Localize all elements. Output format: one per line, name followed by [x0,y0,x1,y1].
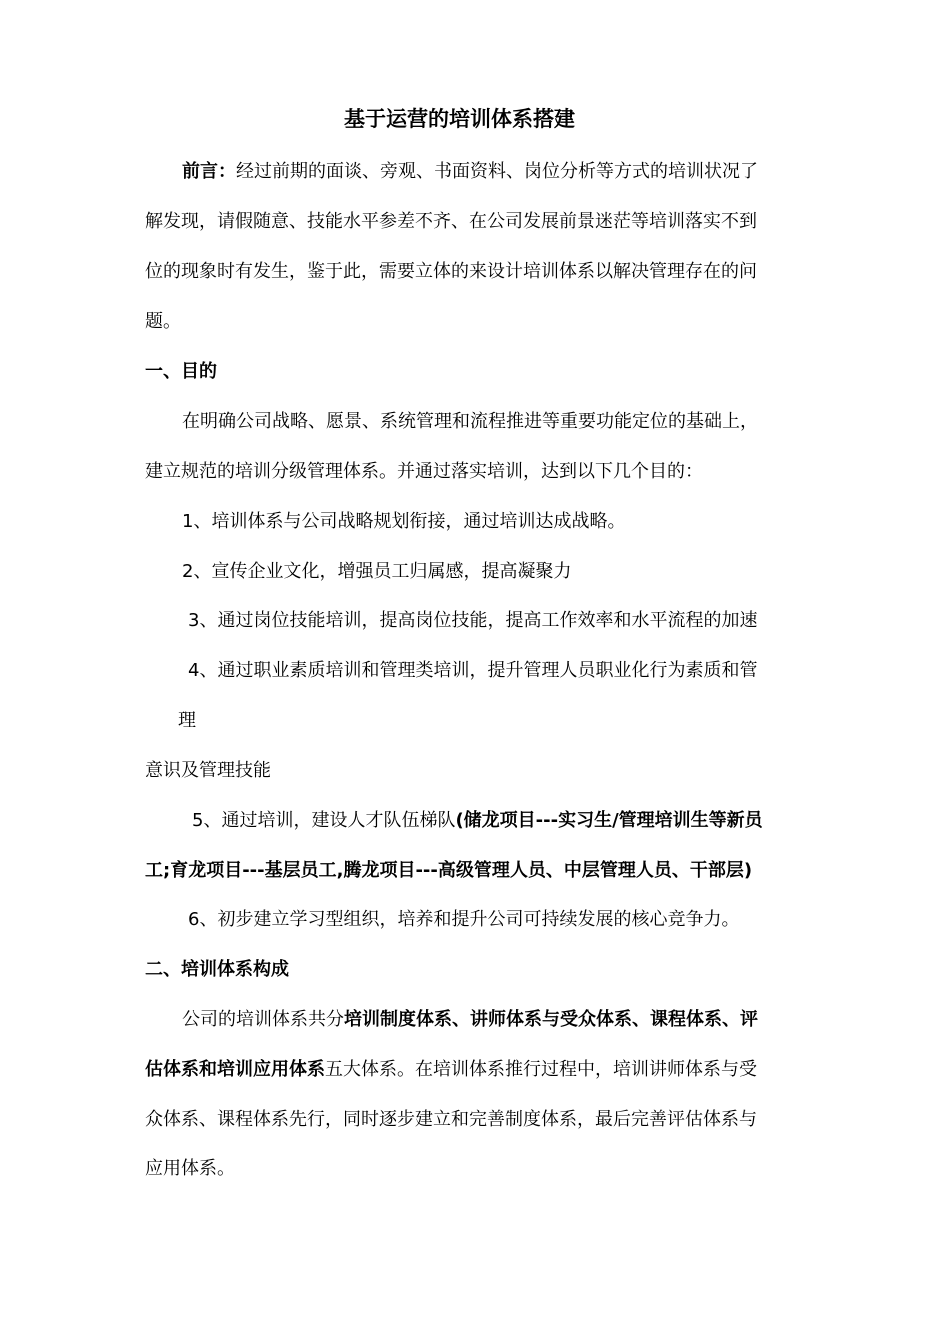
section-2-line-3: 众体系、课程体系先行，同时逐步建立和完善制度体系，最后完善评估体系与 [145,1109,757,1130]
goal-item-5-text: 5、通过培训，建设人才队伍梯队 [192,810,456,831]
section-2-heading: 二、培训体系构成 [145,959,289,980]
section-1-heading: 一、目的 [145,361,217,382]
document-title: 基于运营的培训体系搭建 [344,107,575,131]
goal-item-4-line-2: 理 [178,710,196,731]
preface-line-3: 位的现象时有发生，鉴于此，需要立体的来设计培训体系以解决管理存在的问 [145,261,757,282]
goal-item-2: 2、宣传企业文化，增强员工归属感，提高凝聚力 [182,561,572,582]
section-2-text: 公司的培训体系共分 [182,1009,344,1030]
preface-line-4: 题。 [145,311,181,332]
goal-item-5-line-2: 工;育龙项目---基层员工,腾龙项目---高级管理人员、中层管理人员、干部层) [145,860,753,881]
goal-item-4-line-1: 4、通过职业素质培训和管理类培训，提升管理人员职业化行为素质和管 [188,660,758,681]
goal-item-6: 6、初步建立学习型组织，培养和提升公司可持续发展的核心竞争力。 [188,909,740,930]
preface-label: 前言： [182,161,236,182]
section-2-text-2: 五大体系。在培训体系推行过程中，培训讲师体系与受 [325,1059,757,1080]
preface-line-2: 解发现，请假随意、技能水平参差不齐、在公司发展前景迷茫等培训落实不到 [145,211,757,232]
section-2-line-2 [145,1058,757,1082]
goal-item-1: 1、培训体系与公司战略规划衔接，通过培训达成战略。 [182,511,626,532]
goal-item-5-bold: (储龙项目---实习生/管理培训生等新员 [455,810,763,831]
section-2-bold-1: 培训制度体系、讲师体系与受众体系、课程体系、评 [344,1009,758,1030]
goal-item-3: 3、通过岗位技能培训，提高岗位技能，提高工作效率和水平流程的加速 [188,610,758,631]
section-2-line-4: 应用体系。 [145,1158,235,1179]
goal-item-5-line-1 [192,809,763,833]
section-1-intro-1: 在明确公司战略、愿景、系统管理和流程推进等重要功能定位的基础上， [182,411,758,432]
goal-item-4-line-3: 意识及管理技能 [145,760,271,781]
section-2-bold-2: 估体系和培训应用体系 [145,1059,325,1080]
section-1-intro-2: 建立规范的培训分级管理体系。并通过落实培训，达到以下几个目的： [145,461,703,482]
preface-text: 经过前期的面谈、旁观、书面资料、岗位分析等方式的培训状况了 [236,161,758,182]
section-2-line-1 [182,1008,758,1032]
preface-line-1 [182,160,758,184]
